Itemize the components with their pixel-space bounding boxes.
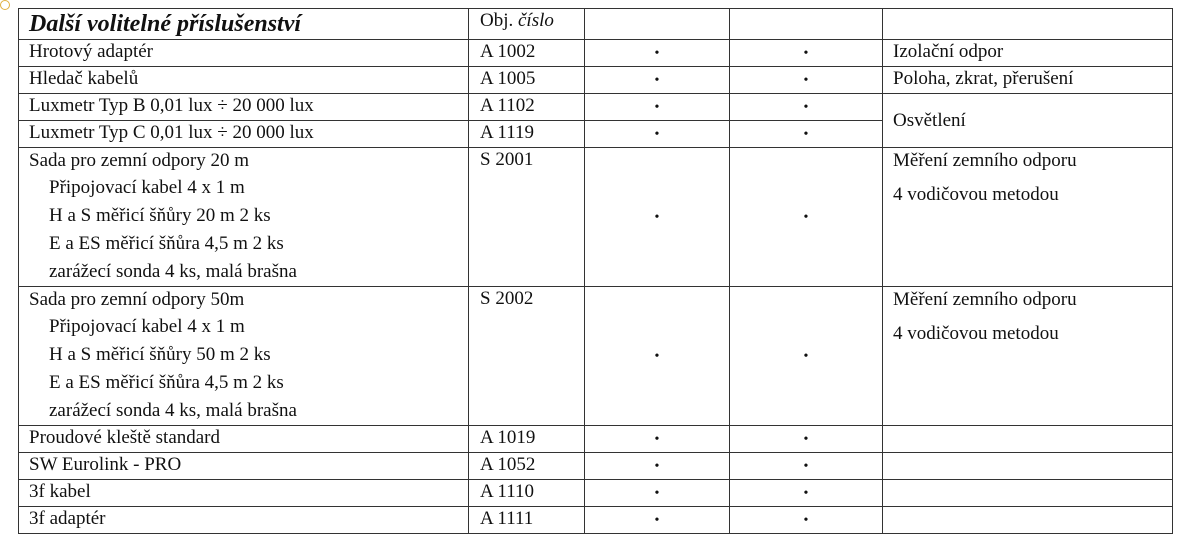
item-code: S 2002 (469, 287, 585, 426)
set-note-cell (883, 148, 1173, 287)
item-name: Luxmetr Typ C 0,01 lux ÷ 20 000 lux (19, 121, 469, 148)
table-header-row (19, 9, 1173, 40)
dot-mark: • (585, 121, 730, 148)
item-name: Luxmetr Typ B 0,01 lux ÷ 20 000 lux (19, 94, 469, 121)
set-item: Připojovací kabel 4 x 1 m (49, 316, 245, 337)
item-code: A 1102 (469, 94, 585, 121)
dot-mark: • (730, 40, 883, 67)
dot-mark: • (730, 507, 883, 534)
set-item: H a S měřicí šňůry 50 m 2 ks (49, 344, 271, 365)
set-item: E a ES měřicí šňůra 4,5 m 2 ks (49, 372, 284, 393)
dot-mark: • (585, 94, 730, 121)
empty-note (883, 453, 1173, 480)
empty-header-cell-2 (730, 9, 883, 40)
empty-note (883, 507, 1173, 534)
item-code: A 1110 (469, 480, 585, 507)
table-row (19, 480, 1173, 507)
table-row (19, 287, 1173, 426)
table-title-cell (19, 9, 469, 40)
set-item: zarážecí sonda 4 ks, malá brašna (49, 400, 297, 421)
dot-mark: • (730, 148, 883, 287)
set-item: H a S měřicí šňůry 20 m 2 ks (49, 205, 271, 226)
set-cell (19, 287, 469, 426)
set-note: Měření zemního odporu (893, 289, 1077, 310)
set-name: Sada pro zemní odpory 20 m (29, 150, 250, 171)
dot-mark: • (730, 67, 883, 94)
set-note-cell (883, 287, 1173, 426)
table-row (19, 453, 1173, 480)
empty-header-cell-3 (883, 9, 1173, 40)
item-name: 3f adaptér (19, 507, 469, 534)
empty-note (883, 480, 1173, 507)
dot-mark: • (730, 121, 883, 148)
item-name: 3f kabel (19, 480, 469, 507)
item-code: S 2001 (469, 148, 585, 287)
item-code: A 1111 (469, 507, 585, 534)
set-note: 4 vodičovou metodou (893, 184, 1059, 205)
table-row (19, 426, 1173, 453)
table-title: Další volitelné příslušenství (29, 11, 302, 37)
table-row (19, 67, 1173, 94)
item-name: Hledač kabelů (19, 67, 469, 94)
item-name: SW Eurolink - PRO (19, 453, 469, 480)
dot-mark: • (730, 480, 883, 507)
dot-mark: • (730, 453, 883, 480)
corner-mark (0, 0, 10, 10)
dot-mark: • (585, 453, 730, 480)
dot-mark: • (585, 40, 730, 67)
table-row (19, 94, 1173, 121)
table-row (19, 40, 1173, 67)
dot-mark: • (730, 287, 883, 426)
item-name: Proudové kleště standard (19, 426, 469, 453)
item-note: Osvětlení (883, 94, 1173, 148)
item-code: A 1005 (469, 67, 585, 94)
dot-mark: • (585, 426, 730, 453)
empty-note (883, 426, 1173, 453)
item-code: A 1052 (469, 453, 585, 480)
set-item: E a ES měřicí šňůra 4,5 m 2 ks (49, 233, 284, 254)
item-code: A 1119 (469, 121, 585, 148)
obj-number-header: Obj. číslo (469, 9, 585, 40)
dot-mark: • (585, 480, 730, 507)
empty-header-cell-1 (585, 9, 730, 40)
dot-mark: • (585, 507, 730, 534)
dot-mark: • (585, 148, 730, 287)
set-item: zarážecí sonda 4 ks, malá brašna (49, 261, 297, 282)
item-code: A 1019 (469, 426, 585, 453)
set-item: Připojovací kabel 4 x 1 m (49, 177, 245, 198)
dot-mark: • (730, 426, 883, 453)
set-cell (19, 148, 469, 287)
dot-mark: • (585, 67, 730, 94)
accessories-table (18, 8, 1173, 534)
dot-mark: • (730, 94, 883, 121)
dot-mark: • (585, 287, 730, 426)
item-note: Izolační odpor (883, 40, 1173, 67)
set-note: Měření zemního odporu (893, 150, 1077, 171)
item-name: Hrotový adaptér (19, 40, 469, 67)
table-row (19, 148, 1173, 287)
table-row (19, 507, 1173, 534)
item-note: Poloha, zkrat, přerušení (883, 67, 1173, 94)
set-name: Sada pro zemní odpory 50m (29, 289, 245, 310)
item-code: A 1002 (469, 40, 585, 67)
set-note: 4 vodičovou metodou (893, 323, 1059, 344)
